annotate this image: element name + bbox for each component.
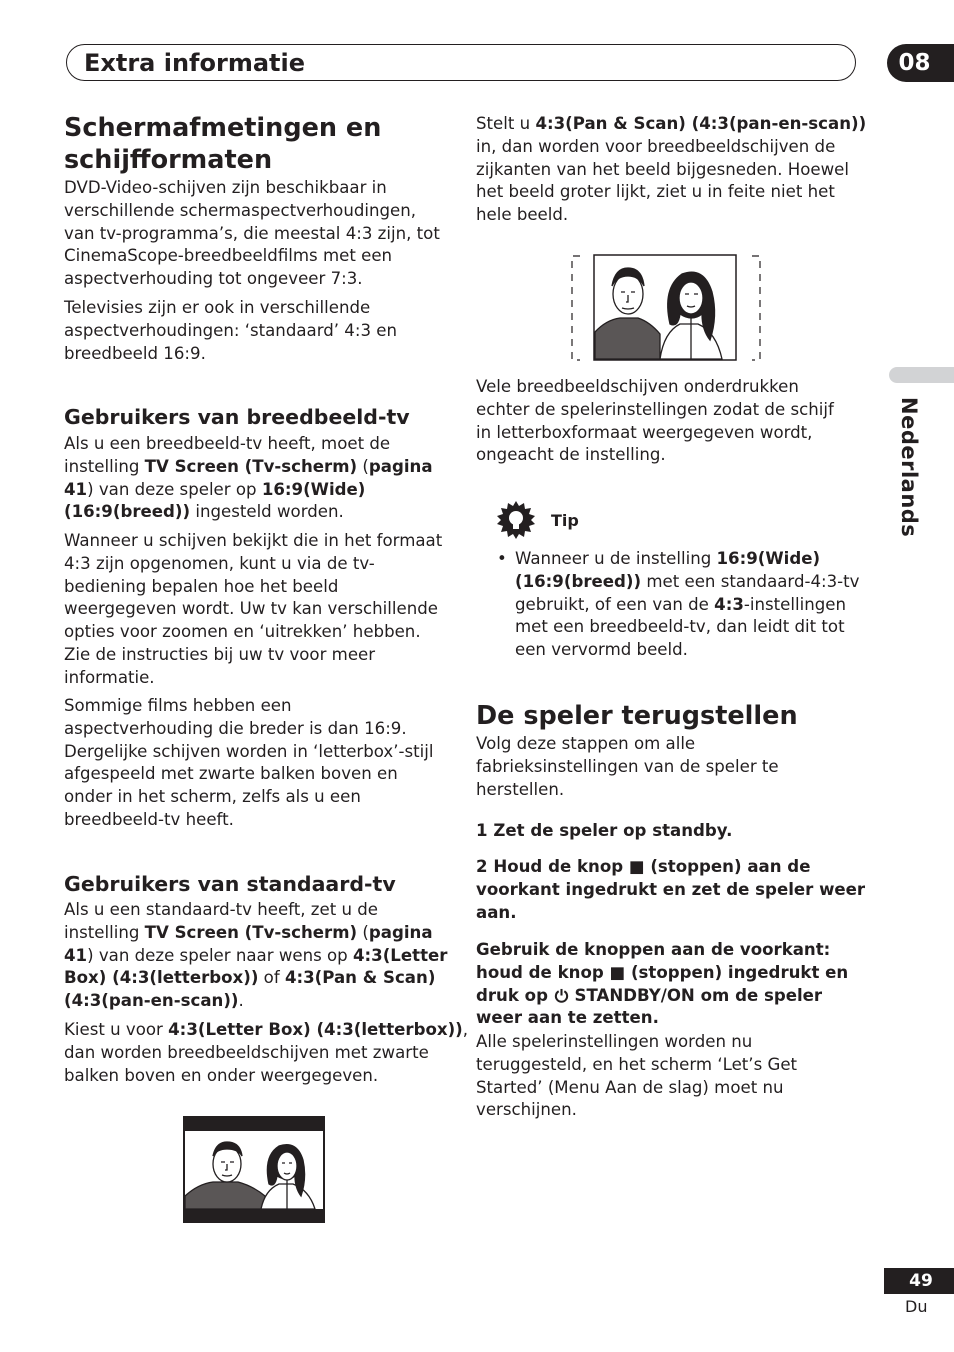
text-run: (16:9(breed)) <box>515 571 642 591</box>
text-run: Box) (4:3(letterbox)) <box>64 968 259 988</box>
intro-paragraph <box>64 177 440 291</box>
text-run: gebruikt, of een van de <box>515 594 715 614</box>
text-run: instelling <box>64 922 145 942</box>
text-run: breedbeeld 16:9. <box>64 343 206 363</box>
text-run: 16:9(Wide) <box>716 549 821 568</box>
text-run: druk op <box>476 985 554 1005</box>
text-run: (16:9(breed)) <box>64 502 191 522</box>
text-run: DVD-Video-schijven zijn beschikbaar in <box>64 178 387 197</box>
text-run: teruggesteld, en het scherm ‘Let’s Get <box>476 1054 798 1074</box>
text-run: het beeld groter lijkt, ziet u in feite niet het <box>476 182 835 202</box>
text-run: aan. <box>476 902 517 922</box>
text-run: afgespeeld met zwarte balken boven en <box>64 764 398 784</box>
text-run: 4:3(Letter <box>353 945 448 965</box>
pan-scan-paragraph <box>476 113 866 227</box>
disc-override-paragraph <box>476 376 834 467</box>
text-run: van tv-programma’s, die meestal 4:3 zijn, tot <box>64 223 440 243</box>
reset-intro-paragraph <box>476 733 779 801</box>
text-run: in letterboxformaat weergegeven wordt, <box>476 422 813 442</box>
text-run: ingesteld worden. <box>190 502 344 522</box>
text-run: dan worden breedbeeldschijven met zwarte <box>64 1042 429 1062</box>
text-run: Kiest u voor <box>64 1020 169 1039</box>
text-run: instelling <box>64 456 145 476</box>
text-run: ongeacht de instelling. <box>476 445 666 465</box>
text-run: aspectverhouding die breder is dan 16:9. <box>64 718 407 738</box>
reset-step-2 <box>476 856 865 924</box>
language-label: Nederlands <box>897 397 921 538</box>
text-run: Stelt u <box>476 114 536 133</box>
text-run: TV Screen (Tv-scherm) <box>144 922 358 942</box>
page-number: 49 <box>884 1268 954 1294</box>
text-run: Sommige films hebben een <box>64 696 292 715</box>
text-run: Als u een breedbeeld-tv heeft, moet de <box>64 434 391 453</box>
text-run: verschijnen. <box>476 1100 577 1120</box>
section-title-screen-formats <box>64 112 381 176</box>
text-run: 41 <box>64 945 88 965</box>
letterbox-choice-paragraph <box>64 1019 468 1087</box>
text-run: 4:3(Pan & Scan) <box>284 968 436 988</box>
text-run: voorkant ingedrukt en zet de speler weer <box>476 879 866 899</box>
widescreen-setting-paragraph <box>64 433 433 524</box>
text-run: bediening bepalen hoe het beeld <box>64 576 339 596</box>
text-run: 4:3(Letter Box) (4:3(letterbox)) <box>168 1020 463 1039</box>
text-run: breedbeeld-tv heeft. <box>64 809 234 829</box>
letterbox-films-paragraph <box>64 695 434 832</box>
language-tab-marker <box>889 367 954 383</box>
text-run: echter de spelerinstellingen zodat de schijf <box>476 399 834 419</box>
widescreen-zoom-paragraph <box>64 530 442 690</box>
page-language-code: Du <box>905 1297 928 1316</box>
text-run: of <box>258 968 285 988</box>
text-run: . <box>238 991 244 1011</box>
text-run: Volg deze stappen om alle <box>476 734 696 753</box>
text-run: verschillende schermaspectverhoudingen, <box>64 200 417 220</box>
text-run: Vele breedbeeldschijven onderdrukken <box>476 377 799 396</box>
lightbulb-tip-icon <box>496 500 536 540</box>
text-run: 4:3 <box>714 594 744 614</box>
text-run: ( <box>357 922 369 942</box>
text-run: Alle spelerinstellingen worden nu <box>476 1032 753 1051</box>
text-run: herstellen. <box>476 779 565 799</box>
text-run: weergegeven wordt. Uw tv kan verschillende <box>64 599 438 619</box>
chapter-title: Extra informatie <box>84 49 305 77</box>
text-run: informatie. <box>64 667 155 687</box>
tip-label: Tip <box>551 511 579 530</box>
text-run: met een breedbeeld-tv, dan leidt dit tot <box>515 617 845 637</box>
text-run: pagina <box>368 456 433 476</box>
reset-result-paragraph <box>476 1031 797 1122</box>
text-run: TV Screen (Tv-scherm) <box>144 456 358 476</box>
front-panel-instructions <box>476 939 848 1030</box>
text-run: balken boven en onder weergegeven. <box>64 1065 379 1085</box>
text-run: CinemaScope-breedbeeldfilms met een <box>64 246 393 266</box>
section-title-line: schijfformaten <box>64 145 273 175</box>
text-run: 1 Zet de speler op standby. <box>476 821 733 840</box>
reset-step-1 <box>476 820 732 843</box>
section-title-line: Schermafmetingen en <box>64 113 382 143</box>
text-run: 4:3(Pan & Scan) (4:3(pan-en-scan)) <box>535 114 867 133</box>
text-run: ( <box>357 456 369 476</box>
text-run: met een standaard-4:3-tv <box>641 571 860 591</box>
text-run: Gebruik de knoppen aan de voorkant: <box>476 940 831 959</box>
text-run: ) van deze speler naar wens op <box>87 945 353 965</box>
text-run: hele beeld. <box>476 205 569 225</box>
subheading-widescreen-users: Gebruikers van breedbeeld-tv <box>64 405 410 429</box>
standard-tv-setting-paragraph <box>64 899 447 1013</box>
text-run: weer aan te zetten. <box>476 1008 659 1028</box>
text-run: opties voor zoomen en ‘uitrekken’ hebben. <box>64 622 421 642</box>
text-run: een vervormd beeld. <box>515 640 688 660</box>
text-run: Dergelijke schijven worden in ‘letterbox’-stijl <box>64 741 434 761</box>
bullet-marker: • <box>497 549 507 568</box>
pan-scan-illustration <box>570 252 762 362</box>
text-run: 41 <box>64 479 88 499</box>
section-title-reset-player: De speler terugstellen <box>476 701 798 731</box>
text-run: Als u een standaard-tv heeft, zet u de <box>64 900 379 919</box>
text-run: Televisies zijn er ook in verschillende <box>64 298 371 317</box>
power-icon <box>554 988 569 1003</box>
text-run: STANDBY/ON om de speler <box>568 985 823 1005</box>
chapter-number-tab: 08 <box>887 44 954 82</box>
text-run: in, dan worden voor breedbeeldschijven de <box>476 136 836 156</box>
text-run: Zie de instructies bij uw tv voor meer <box>64 644 376 664</box>
tip-text <box>515 548 859 662</box>
text-run: zijkanten van het beeld bijgesneden. Hoewel <box>476 159 850 179</box>
text-run: 2 Houd de knop ■ (stoppen) aan de <box>476 857 811 876</box>
text-run: onder in het scherm, zelfs als u een <box>64 787 361 807</box>
subheading-standard-tv-users: Gebruikers van standaard-tv <box>64 872 396 896</box>
text-run: Started’ (Menu Aan de slag) moet nu <box>476 1077 784 1097</box>
text-run: 16:9(Wide) <box>261 479 366 499</box>
text-run: Wanneer u de instelling <box>515 549 717 568</box>
text-run: aspectverhouding tot ongeveer 7:3. <box>64 269 363 289</box>
text-run: aspectverhoudingen: ‘standaard’ 4:3 en <box>64 320 398 340</box>
text-run: Wanneer u schijven bekijkt die in het formaat <box>64 531 443 550</box>
text-run: , <box>462 1020 469 1039</box>
text-run: (4:3(pan-en-scan)) <box>64 991 239 1011</box>
text-run: houd de knop ■ (stoppen) ingedrukt en <box>476 962 849 982</box>
text-run: 4:3 zijn opgenomen, kunt u via de tv- <box>64 553 375 573</box>
text-run: ) van deze speler op <box>87 479 262 499</box>
tv-aspect-paragraph <box>64 297 397 365</box>
text-run: fabrieksinstellingen van de speler te <box>476 756 779 776</box>
letterbox-illustration <box>183 1116 325 1223</box>
text-run: -instellingen <box>743 594 846 614</box>
text-run: pagina <box>368 922 433 942</box>
